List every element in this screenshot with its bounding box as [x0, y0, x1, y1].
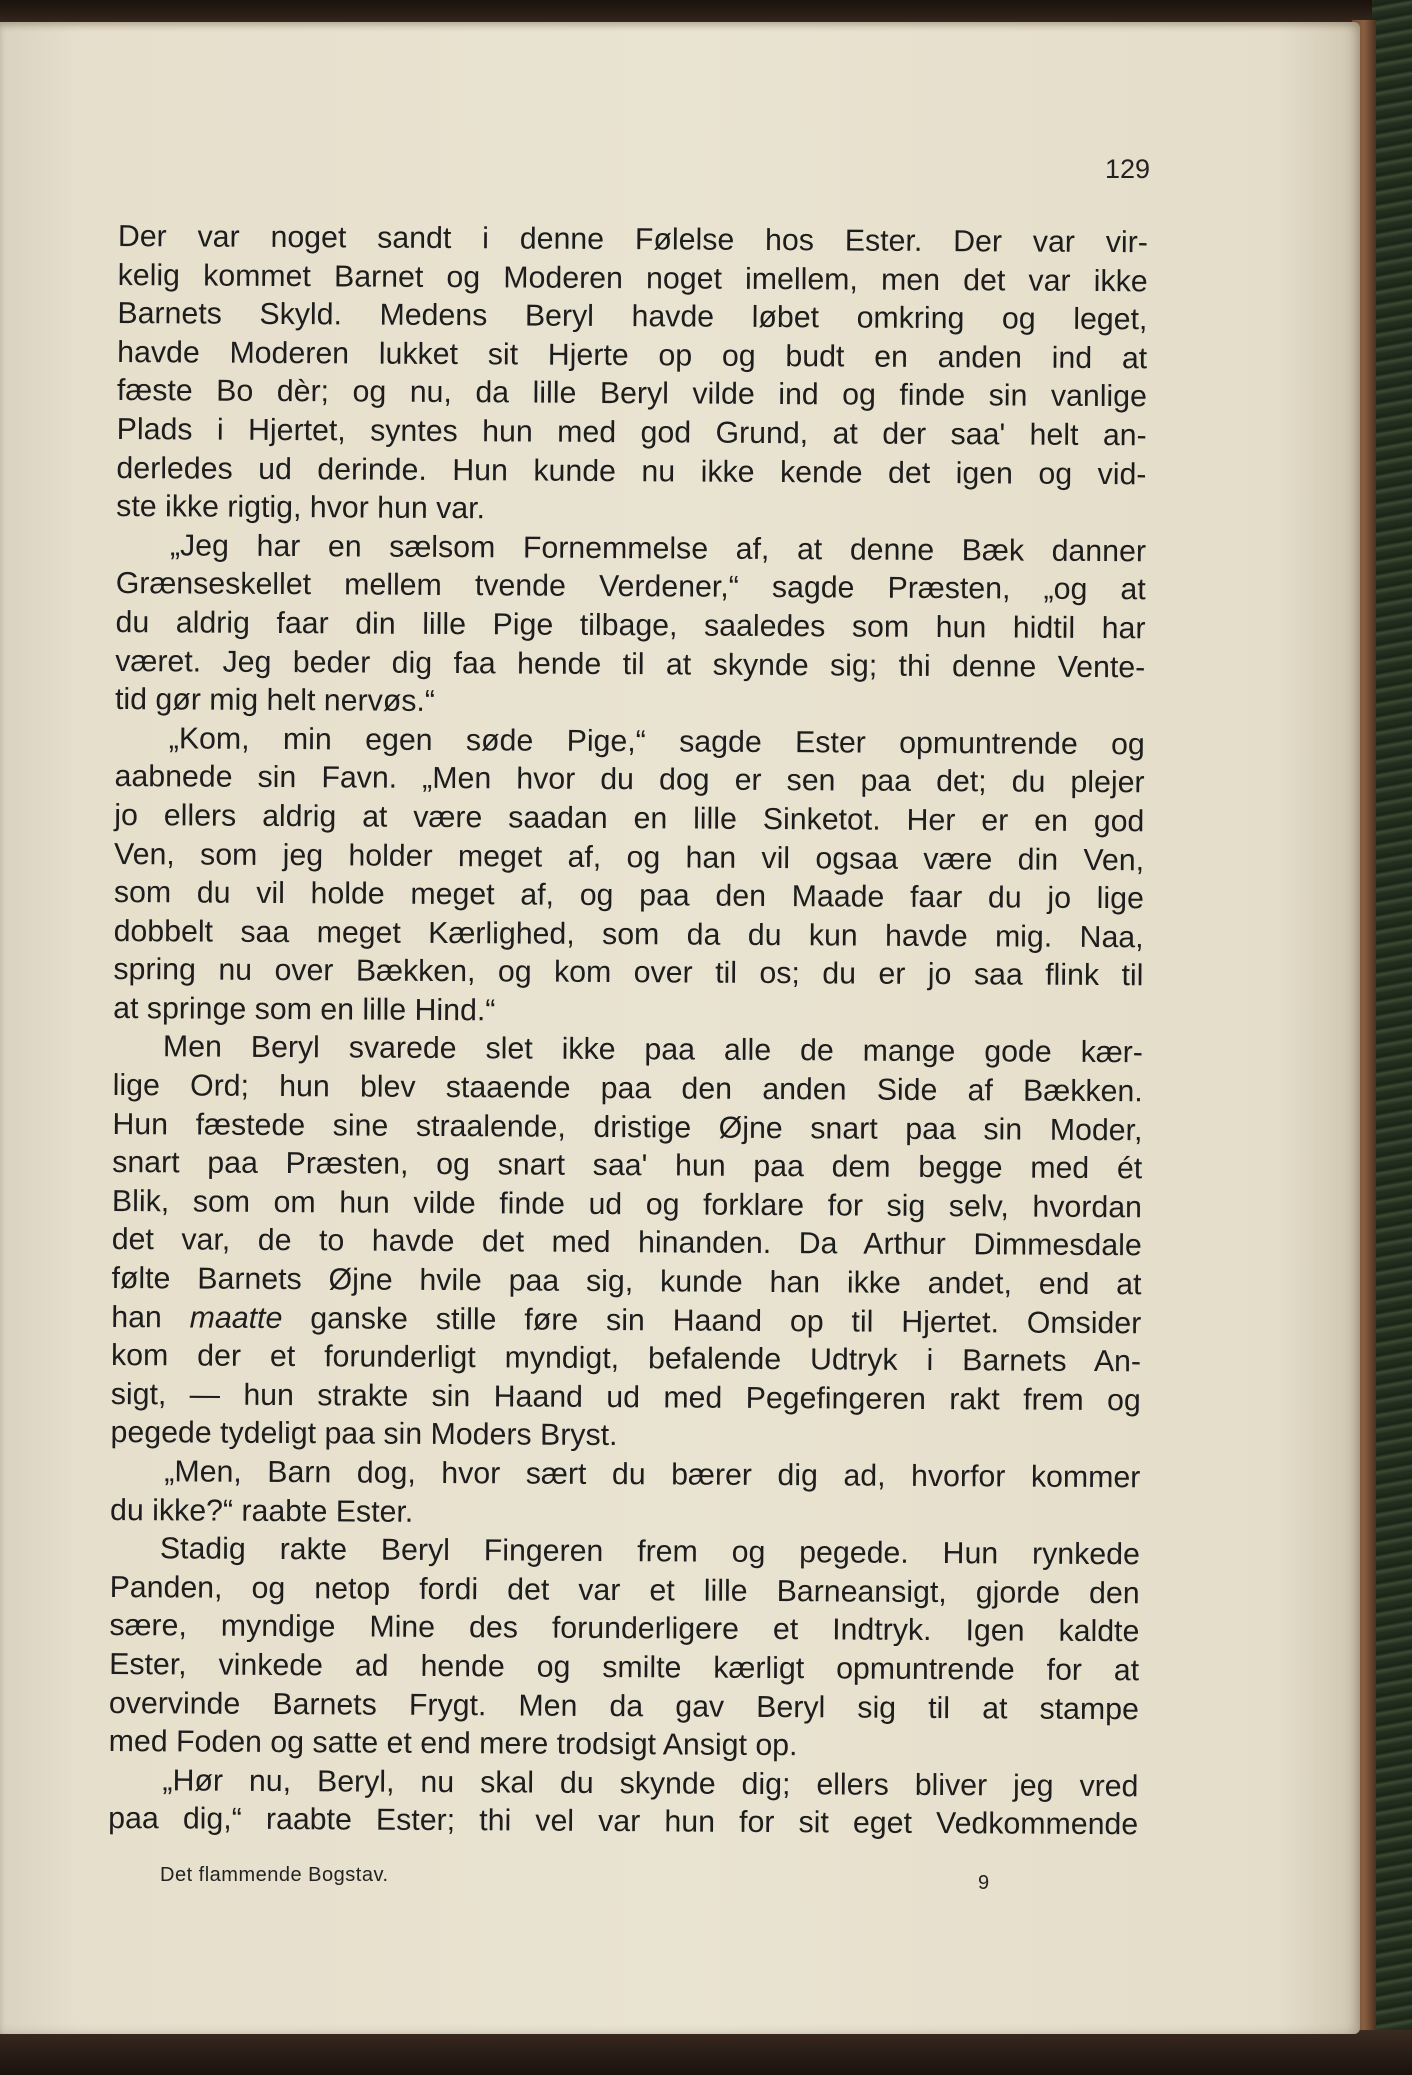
- text-line: det var, de to havde det med hinanden. Da Arthur Dimmesdale: [111, 1223, 1142, 1263]
- text-line: snart paa Præsten, og snart saa' hun paa dem begge med ét: [112, 1146, 1143, 1186]
- text-line: været. Jeg beder dig faa hende til at skynde sig; thi denne Vente-: [115, 644, 1146, 684]
- text-line-with-italic: [111, 1299, 1141, 1344]
- text-line: kelig kommet Barnet og Moderen noget imellem, men det var ikke: [117, 258, 1148, 298]
- book-edge-bottom: [0, 2030, 1412, 2075]
- text-line: Hun fæstede sine straalende, dristige Øjne snart paa sin Moder,: [112, 1107, 1143, 1147]
- body-text: [108, 218, 1148, 1845]
- text-line: tid gør mig helt nervøs.“: [114, 683, 436, 719]
- text-line: „Kom, min egen søde Pige,“ sagde Ester opmuntrende og: [168, 722, 1145, 762]
- text-line: Grænseskellet mellem tvende Verdener,“ sagde Præsten, „og at: [115, 567, 1146, 607]
- book-cover-right: [1372, 0, 1412, 2075]
- text-line: Blik, som om hun vilde finde ud og forklare for sig selv, hvordan: [111, 1184, 1143, 1225]
- text-line: følte Barnets Øjne hvile paa sig, kunde han ikke andet, end at: [111, 1262, 1142, 1302]
- text-line: sigt, — hun strakte sin Haand ud med Pegefingeren rakt frem og: [110, 1377, 1141, 1418]
- text-line: lige Ord; hun blev staaende paa den anden Side af Bækken.: [112, 1069, 1143, 1109]
- text-line: Der var noget sandt i denne Følelse hos Ester. Der var vir-: [117, 219, 1148, 260]
- text-line: aabnede sin Favn. „Men hvor du dog er sen paa det; du plejer: [114, 760, 1145, 800]
- text-fragment: han: [111, 1300, 190, 1335]
- text-line: spring nu over Bækken, og kom over til os; du er jo saa flink til: [113, 953, 1144, 993]
- text-line: „Hør nu, Beryl, nu skal du skynde dig; ellers bliver jeg vred: [162, 1764, 1139, 1804]
- text-line: Plads i Hjertet, syntes hun med god Grund, at der saa' helt an-: [116, 412, 1147, 453]
- printer-signature: Det flammende Bogstav.: [160, 1864, 389, 1886]
- text-line: „Jeg har en sælsom Fornemmelse af, at denne Bæk danner: [169, 529, 1147, 569]
- text-line: Men Beryl svarede slet ikke paa alle de mange gode kær-: [162, 1030, 1144, 1070]
- text-line: derledes ud derinde. Hun kunde nu ikke kende det igen og vid-: [116, 451, 1147, 491]
- text-fragment: ganske stille føre sin Haand op til Hjertet. Omsider: [310, 1301, 1142, 1340]
- text-line: havde Moderen lukket sit Hjerte op og budt en anden ind at: [117, 335, 1148, 376]
- text-line: „Men, Barn dog, hvor sært du bærer dig ad, hvorfor kommer: [164, 1455, 1141, 1495]
- text-line: overvinde Barnets Frygt. Men da gav Beryl sig til at stampe: [108, 1686, 1140, 1726]
- page-number: 129: [1104, 154, 1150, 184]
- text-line: du aldrig faar din lille Pige tilbage, saaledes som hun hidtil har: [115, 605, 1146, 646]
- text-line: Stadig rakte Beryl Fingeren frem og pegede. Hun rynkede: [159, 1532, 1140, 1572]
- text-line: med Foden og satte et end mere trodsigt Ansigt op.: [108, 1725, 798, 1763]
- text-line: sære, myndige Mine des forunderligere et Indtryk. Igen kaldte: [109, 1609, 1140, 1649]
- text-line: du ikke?“ raabte Ester.: [110, 1493, 414, 1529]
- text-line: at springe som en lille Hind.“: [113, 991, 496, 1028]
- text-line: dobbelt saa meget Kærlighed, som da du kun havde mig. Naa,: [113, 914, 1144, 954]
- text-line: Barnets Skyld. Medens Beryl havde løbet omkring og leget,: [117, 297, 1148, 337]
- text-line: ste ikke rigtig, hvor hun var.: [116, 490, 486, 526]
- text-line: pegede tydeligt paa sin Moders Bryst.: [110, 1416, 618, 1453]
- text-line: paa dig,“ raabte Ester; thi vel var hun for sit eget Vedkommende: [108, 1802, 1139, 1842]
- text-line: fæste Bo dèr; og nu, da lille Beryl vilde ind og finde sin vanlige: [116, 374, 1148, 414]
- text-line: Ester, vinkede ad hende og smilte kærligt opmuntrende for at: [109, 1647, 1140, 1688]
- text-line: som du vil holde meget af, og paa den Maade faar du jo lige: [113, 876, 1144, 916]
- book-page: [0, 22, 1360, 2034]
- text-line: Ven, som jeg holder meget af, og han vil ogsaa være din Ven,: [114, 837, 1145, 877]
- text-line: Panden, og netop fordi det var et lille Barneansigt, gjorde den: [109, 1570, 1140, 1611]
- text-line: jo ellers aldrig at være saadan en lille Sinketot. Her er en god: [114, 798, 1145, 839]
- sheet-number: 9: [978, 1872, 990, 1894]
- text-line: kom der et forunderligt myndigt, befalende Udtryk i Barnets An-: [110, 1339, 1142, 1379]
- italic-word: maatte: [189, 1301, 283, 1335]
